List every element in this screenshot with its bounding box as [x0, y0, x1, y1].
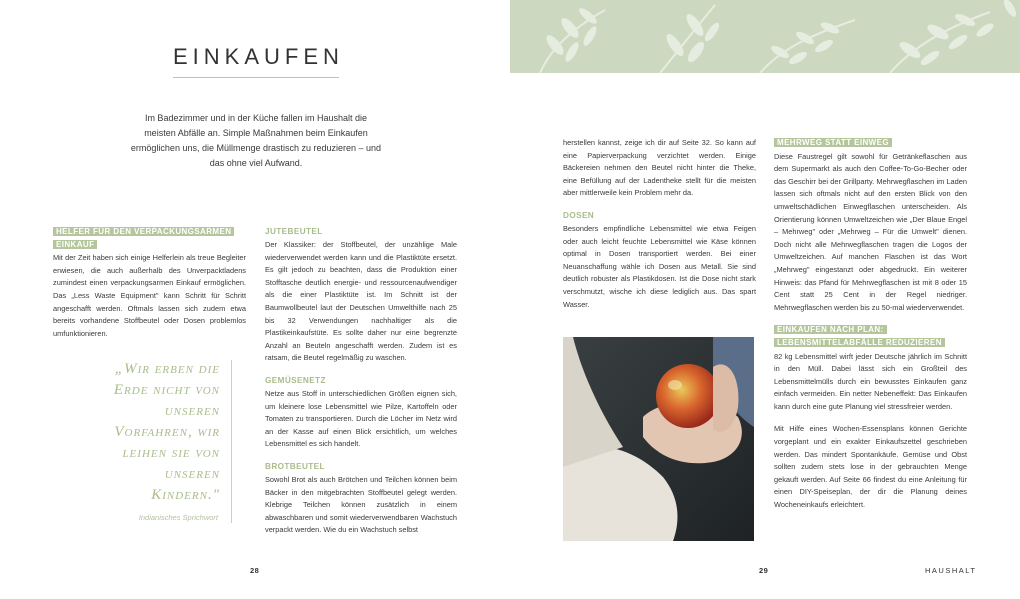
jutebeutel-body: Der Klassiker: der Stoffbeutel, der unzählige Male wiederverwendet werden kann und die Plastiktüte ersetzt. Es gilt jedoch zu beachten, dass die Produktion einer Stofftasche deutlich energie- und ressourcenaufwendiger als die einer Plastiktüte ist. Im Schnitt ist der Baumwollbeutel laut der Deutschen Umwelthilfe nach 25 bis 32 Verwendungen nachhaltiger als die Plastikeinkaufstüte. Es sollte daher nur eine begrenzte Anzahl an Beuteln angeschafft werden. Zudem ist es ratsam, die Beutel regelmäßig zu waschen.	[265, 240, 457, 363]
brotbeutel-continuation: herstellen kannst, zeige ich dir auf Seite 32. So kann auf eine Papierverpackung verzichtet werden. Einige Bäckereien nehmen den Beutel nicht hinter die Theke, eine Befüllung auf der Ladentheke stellt für die meisten aber mittlerweile kein Problem mehr da.	[563, 138, 756, 198]
helfer-body: Mit der Zeit haben sich einige Helferlein als treue Begleiter erwiesen, die auch außerhalb des Unverpacktladens zumindest einen verpackungsarmen Einkauf ermöglichen. Das „Less Waste Equipment" kann Schritt für Schritt angeschafft werden. Oftmals lassen sich zudem etwa bereits vorhandene Stoffbeutel oder Dosen problemlos umfunktionieren.	[53, 253, 246, 338]
gemuesenetz-heading: GEMÜSENETZ	[265, 375, 326, 385]
brotbeutel-heading: BROTBEUTEL	[265, 461, 325, 471]
nach-plan-body-1: 82 kg Lebensmittel wirft jeder Deutsche jährlich im Schnitt in den Müll. Dabei lässt sich ein Großteil des Lebensmittelmülls durch ein bewusstes Einkaufen ganz einfach vermeiden. Ein netter Nebeneffekt: Das Einkaufen kann durch eine gute Planung viel stressfreier werden.	[774, 351, 967, 411]
apple-in-hand-photo	[563, 337, 754, 541]
right-page	[510, 0, 1020, 599]
nach-plan-body-2: Mit Hilfe eines Wochen-Essensplans können Gerichte vorgeplant und ein exakter Einkaufszettel geschrieben werden. Das mindert Spontankäufe. Gemüse und Obst sollten zudem stets lose in der gebrauchten Menge gekauft werden. Auf Seite 66 findest du eine Anleitung für einen DIY-Speiseplan, der dir die Planung deines Wocheneinkaufs erleichtert.	[774, 424, 967, 510]
section-label: HAUSHALT	[925, 566, 977, 575]
nach-plan-heading: EINKAUFEN NACH PLAN: LEBENSMITTELABFÄLLE REDUZIEREN	[774, 324, 967, 349]
leaf-banner	[510, 0, 1020, 73]
jutebeutel-heading: JUTEBEUTEL	[265, 227, 323, 236]
dosen-heading: DOSEN	[563, 210, 595, 220]
dosen-body: Besonders empfindliche Lebensmittel wie etwa Feigen oder auch leicht feuchte Lebensmittel wie Käse können optimal in Dosen transportiert werden. Bei einer Neuanschaffung wähle ich Dosen aus Metall. Sie sind deutlich robuster als Plastikdosen. Ist die Dose nicht stark verschmutzt, wische ich diese lediglich aus. Das spart Wasser.	[563, 223, 756, 309]
right-column-1	[563, 137, 756, 311]
leaf-pattern-icon	[510, 0, 1020, 73]
helfer-section	[53, 226, 246, 340]
helfer-heading: HELFER FÜR DEN VERPACKUNGSARMEN EINKAUF	[53, 226, 246, 251]
gemuesenetz-body: Netze aus Stoff in unterschiedlichen Größen eignen sich, um kleinere lose Lebensmittel wie Pilze, Kartoffeln oder Tomaten zu transportieren. Durch die Löcher im Netz wird an der Kasse auf einen Blick ersichtlich, um welches Lebensmittel es sich handelt.	[265, 388, 457, 449]
photo-illustration	[563, 337, 754, 541]
mehrweg-body: Diese Faustregel gilt sowohl für Getränkeflaschen aus dem Supermarkt als auch den Coffee-To-Go-Becher oder das Geschirr bei der Grillparty. Mehrwegflaschen im Laden lassen sich oftmals nicht auf den ersten Blick von den umweltschädlichen Einwegflaschen unterscheiden. Als Orientierung können Umweltzeichen wie „Der Blaue Engel – Mehrweg" oder „Mehrweg – Für die Umwelt" dienen. Doch nicht alle Mehrwegflaschen tragen die Logos der Umweltzeichen. Auf manchen Flaschen ist das Wort „Mehrweg" eingestanzt oder abgedruckt. Ein weiterer Hinweis: das Pfand für Mehrwegflaschen ist mit 8 oder 15 Cent statt 25 Cent in der Regel niedriger. Mehrwegflaschen werden bis zu 50-mal wiederverwendet.	[774, 151, 967, 312]
right-column-2	[774, 137, 967, 512]
quote-source: Indianisches Sprichwort	[138, 513, 218, 522]
page-number-left: 28	[250, 566, 260, 575]
left-column-2	[265, 226, 457, 537]
mehrweg-heading: MEHRWEG STATT EINWEG	[774, 137, 967, 150]
quote-text: „Wir erben die Erde nicht von unseren Vorfahren, wir leihen sie von unseren Kindern."	[113, 361, 220, 503]
brotbeutel-body: Sowohl Brot als auch Brötchen und Teilchen können beim Bäcker in den mitgebrachten Stoffbeutel gelegt werden. Klebrige Teilchen können zusätzlich in einem abwaschbaren und somit wiederverwendbaren Wachstuch verpackt werden. Wie du ein Wachstuch selbst	[265, 474, 457, 535]
page-number-right: 29	[759, 566, 769, 575]
page-title: EINKAUFEN	[173, 44, 339, 78]
intro-text: Im Badezimmer und in der Küche fallen im Haushalt die meisten Abfälle an. Simple Maßnahmen beim Einkaufen ermöglichen uns, die Müllmenge drastisch zu reduzieren – und das ohne viel Aufwand.	[130, 113, 382, 168]
quote-divider	[231, 360, 232, 523]
